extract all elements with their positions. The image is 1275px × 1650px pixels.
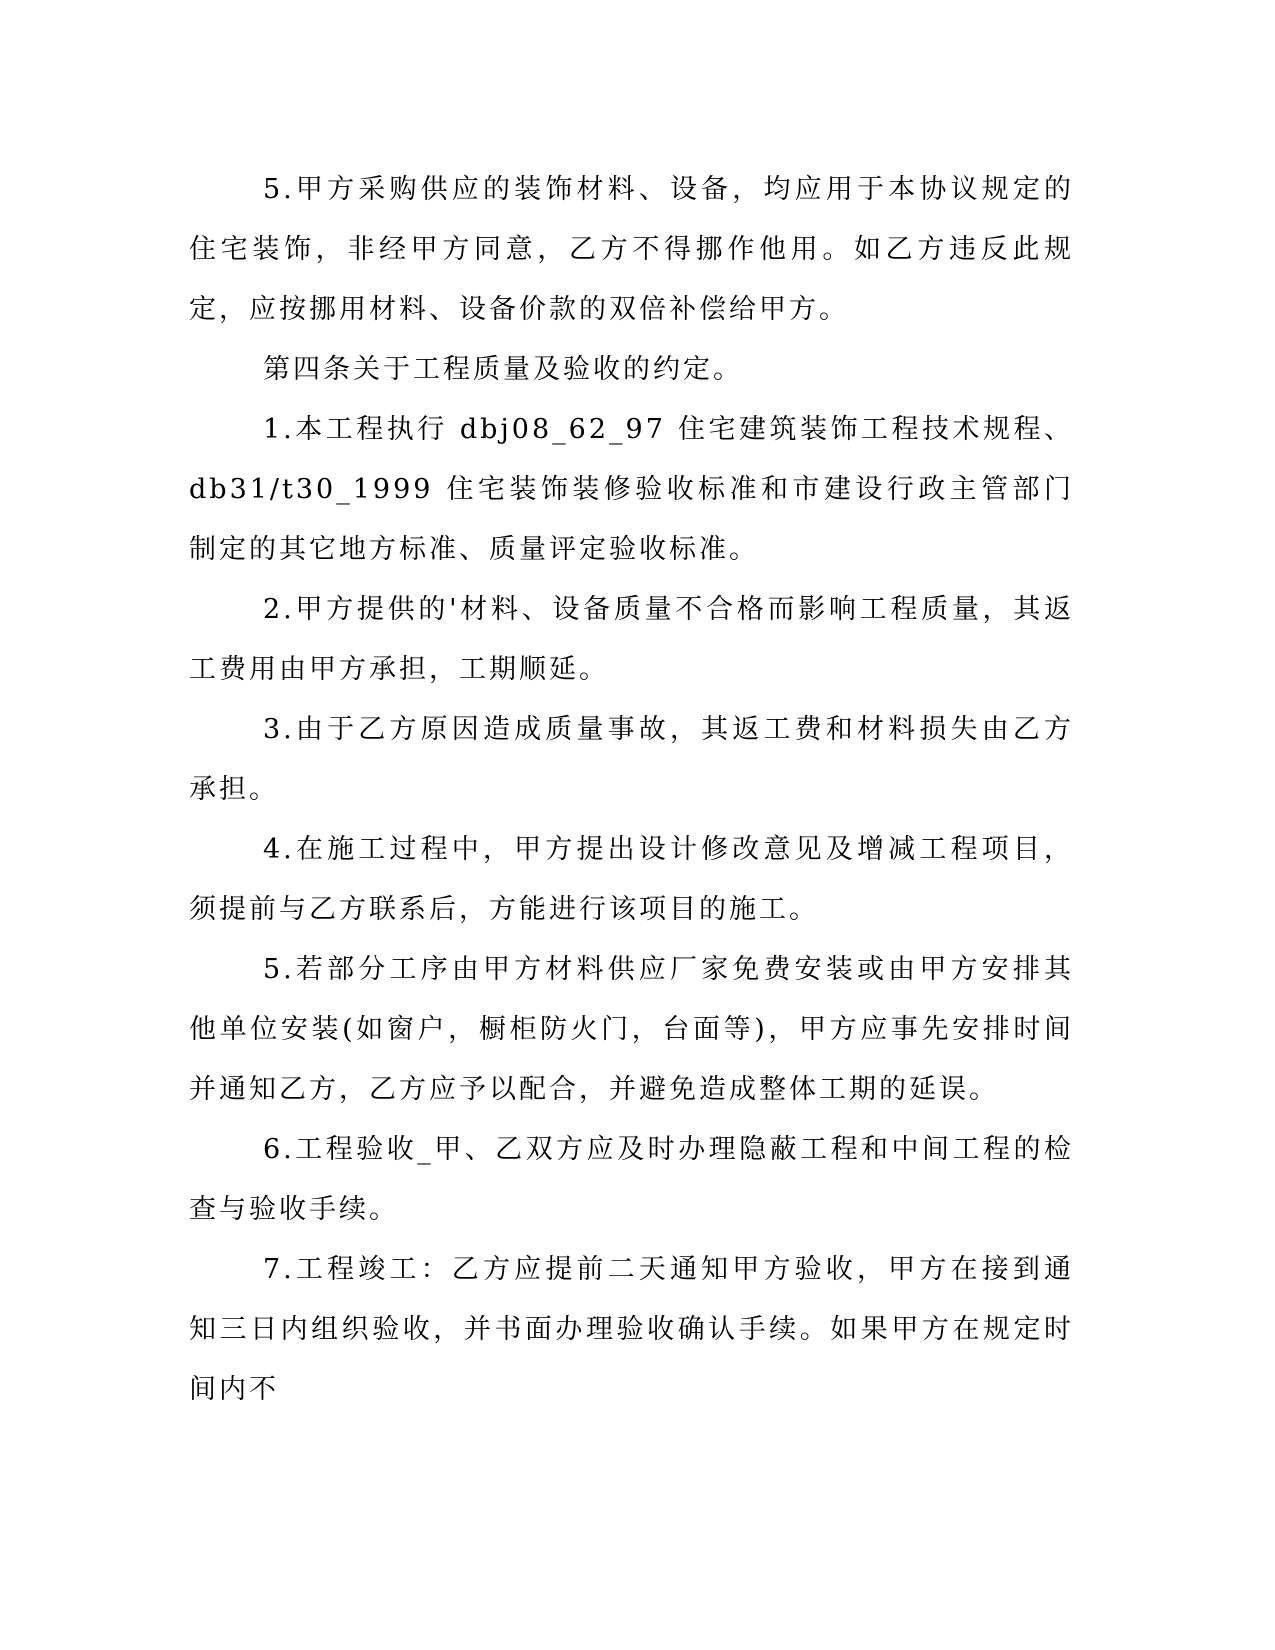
paragraph-defective-materials: 2.甲方提供的'材料、设备质量不合格而影响工程质量，其返工费用由甲方承担，工期顺延。 (189, 594, 1074, 685)
paragraph-standards: 1.本工程执行 dbj08_62_97 住宅建筑装饰工程技术规程、db31/t30_1999 住宅装饰装修验收标准和市建设行政主管部门制定的其它地方标准、质量评定验收标准。 (189, 414, 1074, 565)
paragraph-quality-accident: 3.由于乙方原因造成质量事故，其返工费和材料损失由乙方承担。 (189, 714, 1074, 805)
paragraph-design-changes: 4.在施工过程中，甲方提出设计修改意见及增减工程项目，须提前与乙方联系后，方能进行该项目的施工。 (189, 834, 1074, 925)
paragraph-material-usage: 5.甲方采购供应的装饰材料、设备，均应用于本协议规定的住宅装饰，非经甲方同意，乙方不得挪作他用。如乙方违反此规定，应按挪用材料、设备价款的双倍补偿给甲方。 (189, 174, 1074, 325)
paragraph-completion-acceptance: 7.工程竣工：乙方应提前二天通知甲方验收，甲方在接到通知三日内组织验收，并书面办理验收确认手续。如果甲方在规定时间内不 (189, 1254, 1074, 1405)
section-heading-quality-acceptance: 第四条关于工程质量及验收的约定。 (263, 354, 743, 385)
paragraph-hidden-works-inspection: 6.工程验收_甲、乙双方应及时办理隐蔽工程和中间工程的检查与验收手续。 (189, 1134, 1074, 1225)
paragraph-third-party-installation: 5.若部分工序由甲方材料供应厂家免费安装或由甲方安排其他单位安装(如窗户，橱柜防火门，台面等)，甲方应事先安排时间并通知乙方，乙方应予以配合，并避免造成整体工期的延误。 (189, 954, 1074, 1105)
document-body (189, 160, 1074, 1420)
